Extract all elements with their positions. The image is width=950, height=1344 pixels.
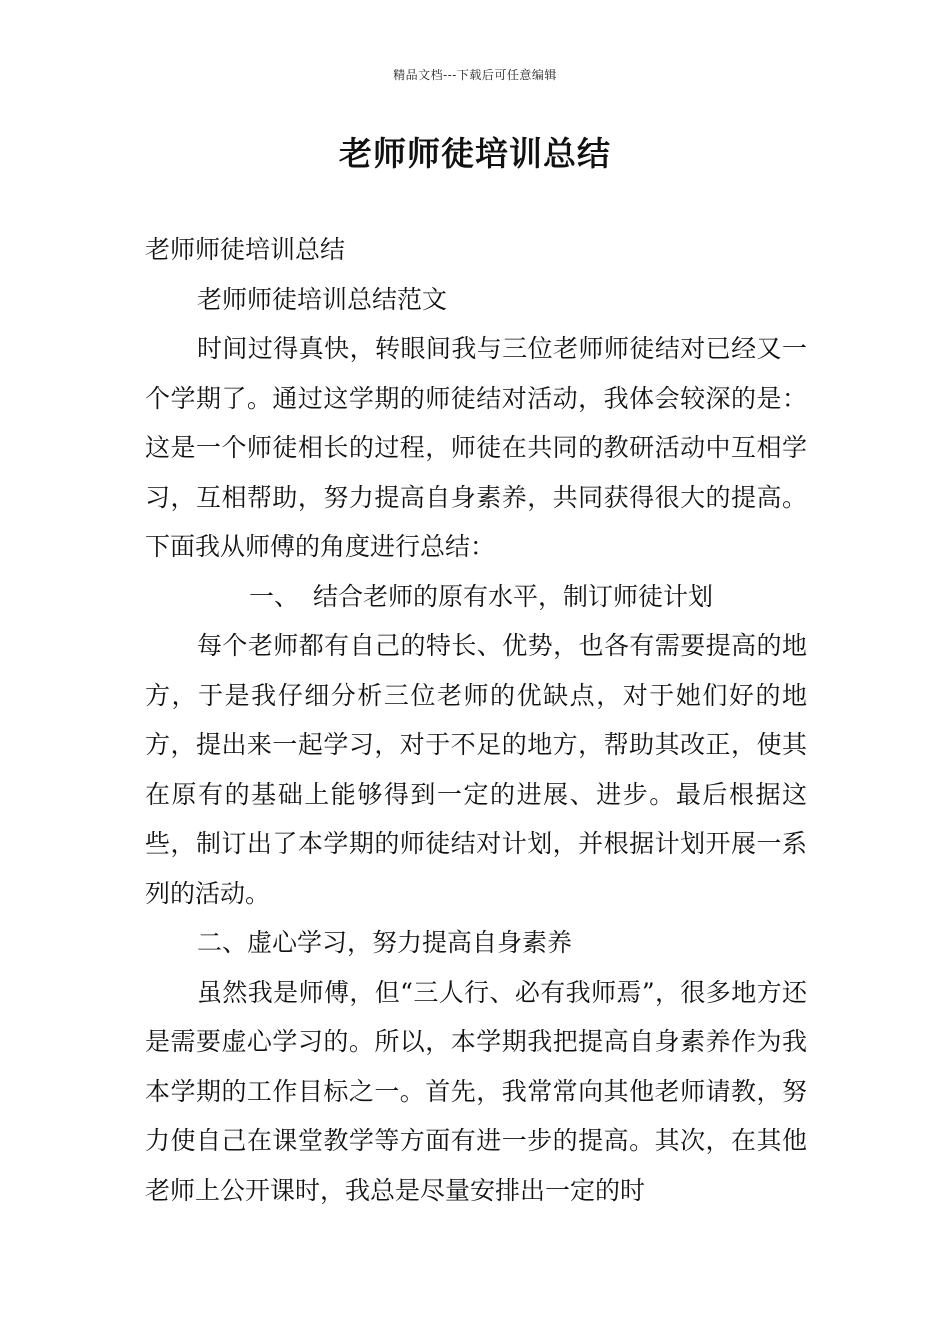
header-note: 精品文档---下载后可任意编辑 [393,68,557,82]
document-body [145,225,807,1215]
section-heading-2: 二、虚心学习，努力提高自身素养 [197,928,573,957]
section-number-1: 一、 [249,581,300,611]
paragraph-section-2: 虽然我是师傅，但“三人行、必有我师焉”，很多地方还是需要虚心学习的。所以，本学期我把提高自身素养作为我本学期的工作目标之一。首先，我常常向其他老师请教，努力使自己在课堂教学等方面有进一步的提高。其次，在其他老师上公开课时，我总是尽量安排出一定的时 [145,977,807,1205]
section-heading-1-text: 结合老师的原有水平，制订师徒计划 [313,581,714,611]
subtitle-line: 老师师徒培训总结 [145,235,346,264]
paragraph-section-1: 每个老师都有自己的特长、优势，也各有需要提高的地方，于是我仔细分析三位老师的优缺点，对于她们好的地方，提出来一起学习，对于不足的地方，帮助其改正，使其在原有的基础上能够得到一定的进展、进步。最后根据这些，制订出了本学期的师徒结对计划，并根据计划开展一系列的活动。 [145,631,807,908]
paragraph-intro: 时间过得真快，转眼间我与三位老师师徒结对已经又一个学期了。通过这学期的师徒结对活动，我体会较深的是：这是一个师徒相长的过程，师徒在共同的教研活动中互相学习，互相帮助，努力提高自身素养，共同获得很大的提高。下面我从师傅的角度进行总结： [145,334,807,561]
section-heading-1 [145,572,807,622]
document-title: 老师师徒培训总结 [339,134,611,173]
subheading-line: 老师师徒培训总结范文 [197,284,448,314]
